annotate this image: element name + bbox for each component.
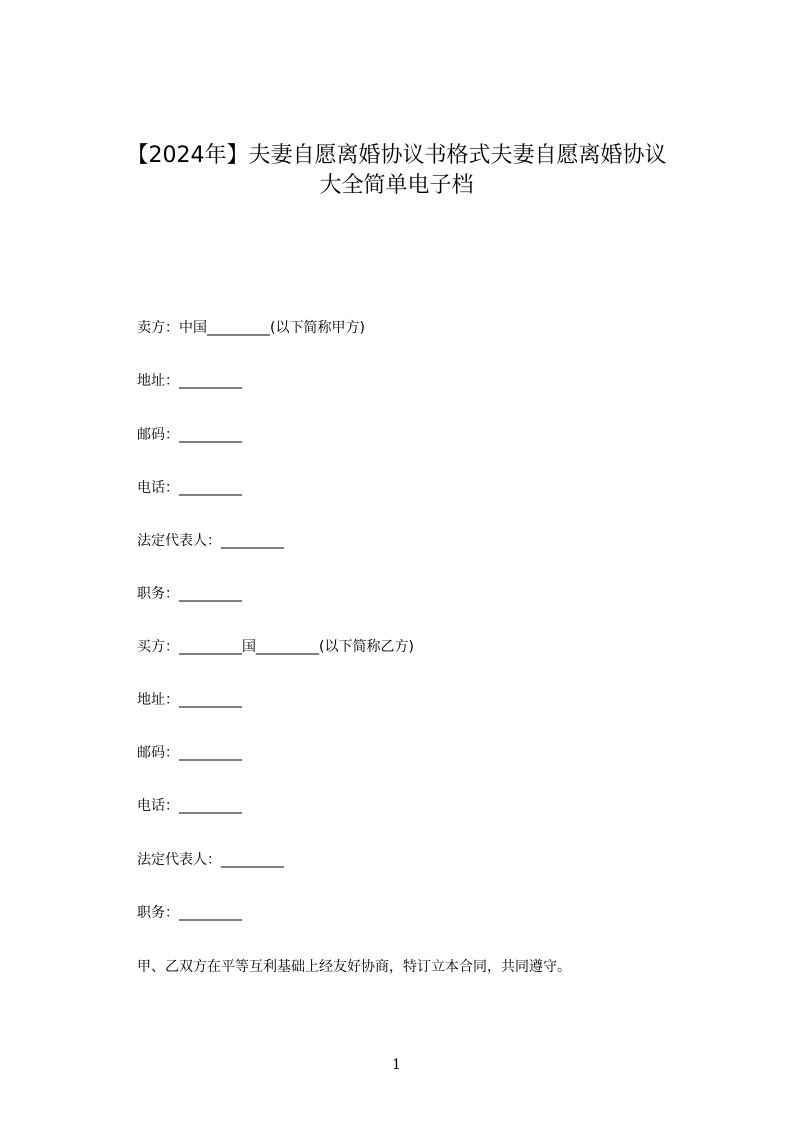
document-title [60, 141, 733, 201]
buyer-legal-rep-line: 法定代表人：_________ [137, 852, 284, 868]
seller-legal-rep-line: 法定代表人：_________ [137, 533, 284, 549]
seller-address-line: 地址：_________ [137, 373, 242, 389]
document-title-line-1: 【2024年】夫妻自愿离婚协议书格式夫妻自愿离婚协议 [126, 143, 667, 168]
seller-position-line: 职务：_________ [137, 586, 242, 602]
seller-postcode-line: 邮码：_________ [137, 427, 242, 443]
agreement-statement: 甲、乙双方在平等互利基础上经友好协商，特订立本合同，共同遵守。 [137, 959, 571, 975]
buyer-phone-line: 电话：_________ [137, 798, 242, 814]
buyer-position-line: 职务：_________ [137, 905, 242, 921]
seller-phone-line: 电话：_________ [137, 480, 242, 496]
buyer-postcode-line: 邮码：_________ [137, 745, 242, 761]
buyer-address-line: 地址：_________ [137, 692, 242, 708]
page-number: 1 [392, 1057, 401, 1073]
buyer-party-line: 买方：_________国_________(以下简称乙方) [137, 639, 414, 655]
seller-party-line: 卖方：中国_________(以下简称甲方) [137, 320, 365, 336]
document-title-line-2: 大全简单电子档 [319, 173, 474, 198]
